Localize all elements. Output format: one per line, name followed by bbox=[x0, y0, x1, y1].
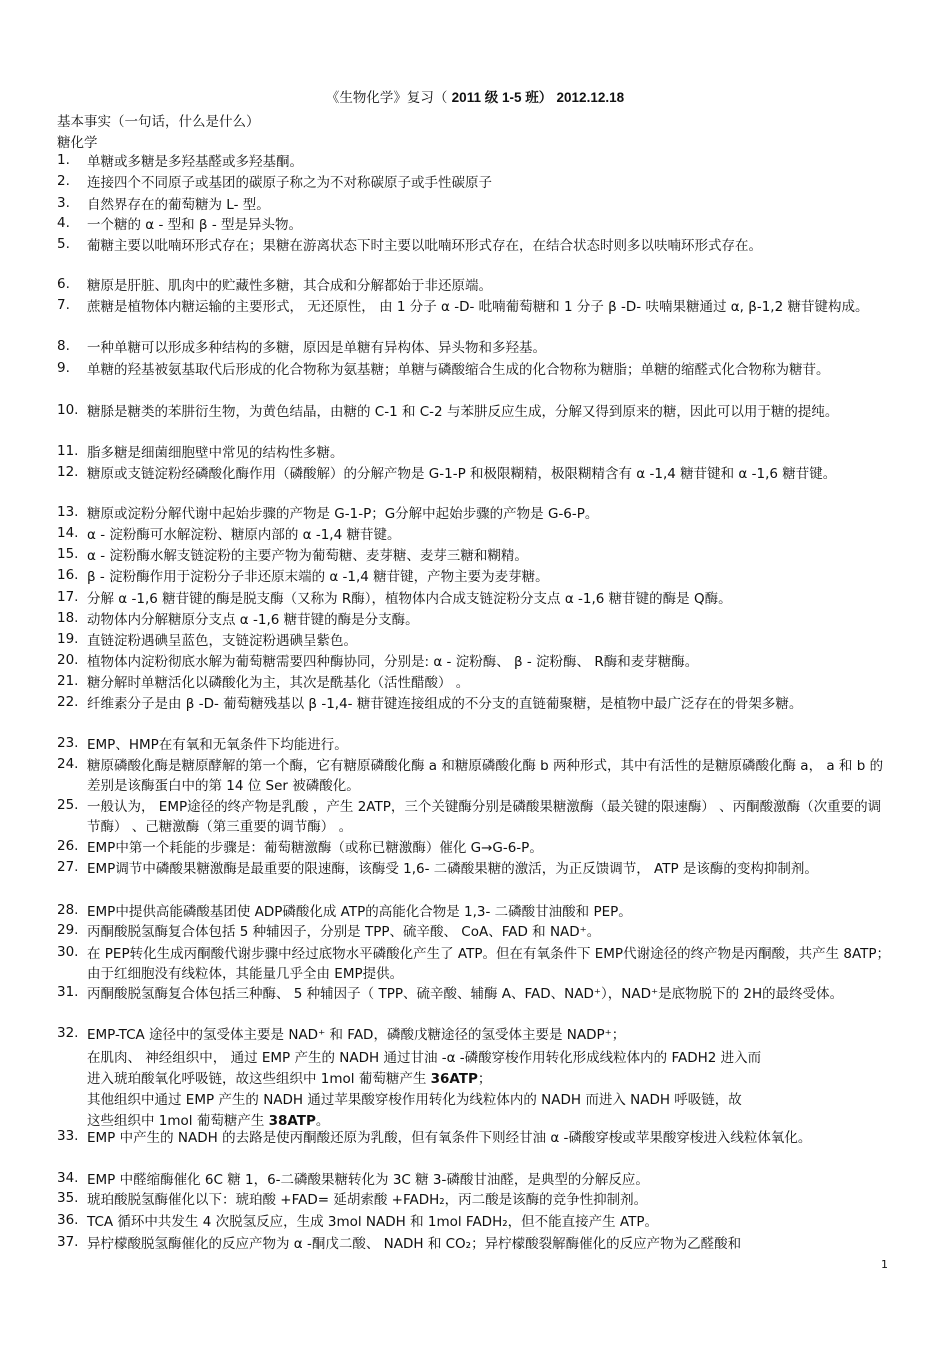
item-text: 植物体内淀粉彻底水解为葡萄糖需要四种酶协同，分别是: α - 淀粉酶、 β - 淀粉酶、 R酶和麦芽糖酶。 bbox=[87, 654, 699, 670]
item-text: 自然界存在的葡萄糖为 L- 型。 bbox=[87, 197, 270, 213]
item-number: 14. bbox=[57, 525, 79, 541]
section-heading: 基本事实（一句话，什么是什么） bbox=[57, 114, 260, 130]
item-text: 纤维素分子是由 β -D- 葡萄糖残基以 β -1,4- 糖苷键连接组成的不分支的直链葡聚糖，是植物中最广泛存在的骨架多糖。 bbox=[87, 696, 803, 712]
item-text: 琥珀酸脱氢酶催化以下：琥珀酸 +FAD= 延胡索酸 +FADH₂，丙二酸是该酶的竞争性抑制剂。 bbox=[87, 1192, 648, 1208]
item-number: 35. bbox=[57, 1190, 79, 1206]
item-text: α - 淀粉酶可水解淀粉、糖原内部的 α -1,4 糖苷键。 bbox=[87, 527, 401, 543]
item-text: EMP中提供高能磷酸基团使 ADP磷酸化成 ATP的高能化合物是 1,3- 二磷酸甘油酸和 PEP。 bbox=[87, 904, 632, 920]
item-number: 2. bbox=[57, 173, 70, 189]
item-text: 丙酮酸脱氢酶复合体包括三种酶、 5 种辅因子（ TPP、硫辛酸、辅酶 A、FAD、NAD⁺），NAD⁺是底物脱下的 2H的最终受体。 bbox=[87, 986, 844, 1002]
title-date: 2012.12.18 bbox=[556, 90, 625, 105]
item-number: 20. bbox=[57, 652, 79, 668]
item-text: 动物体内分解糖原分支点 α -1,6 糖苷键的酶是分支酶。 bbox=[87, 612, 419, 628]
item-text: 蔗糖是植物体内糖运输的主要形式， 无还原性， 由 1 分子 α -D- 吡喃葡萄糖和 1 分子 β -D- 呋喃果糖通过 α, β-1,2 糖苷键构成。 bbox=[87, 299, 869, 315]
item-number: 5. bbox=[57, 236, 70, 252]
item-text: EMP中第一个耗能的步骤是：葡萄糖激酶（或称已糖激酶）催化 G→G-6-P。 bbox=[87, 840, 543, 856]
item-text: 一个糖的 α - 型和 β - 型是异头物。 bbox=[87, 217, 303, 233]
item-32-atp-38: 38ATP bbox=[268, 1113, 316, 1129]
item-number: 30. bbox=[57, 944, 79, 960]
page-title bbox=[0, 86, 950, 106]
item-number: 6. bbox=[57, 276, 70, 292]
item-text: 糖原是肝脏、肌肉中的贮藏性多糖，其合成和分解都始于非还原端。 bbox=[87, 278, 492, 294]
item-text: 糖原磷酸化酶是糖原酵解的第一个酶，它有糖原磷酸化酶 a 和糖原磷酸化酶 b 两种形式，其中有活性的是糖原磷酸化酶 a， a 和 b 的差别是该酶蛋白中的第 14 位 Ser 被磷酸化。 bbox=[87, 758, 884, 794]
item-number: 24. bbox=[57, 756, 79, 772]
item-number: 22. bbox=[57, 694, 79, 710]
item-text: EMP 中醛缩酶催化 6C 糖 1，6-二磷酸果糖转化为 3C 糖 3-磷酸甘油醛，是典型的分解反应。 bbox=[87, 1172, 649, 1188]
item-number: 21. bbox=[57, 673, 79, 689]
item-32-text-b: 这些组织中 1mol 葡萄糖产生 bbox=[87, 1113, 269, 1129]
item-number: 1. bbox=[57, 152, 70, 168]
item-number: 19. bbox=[57, 631, 79, 647]
item-number: 15. bbox=[57, 546, 79, 562]
item-text: EMP-TCA 途径中的氢受体主要是 NAD⁺ 和 FAD，磷酸戊糖途径的氢受体主要是 NADP⁺； bbox=[87, 1027, 626, 1043]
item-number: 3. bbox=[57, 195, 70, 211]
item-number: 13. bbox=[57, 504, 79, 520]
item-number: 28. bbox=[57, 902, 79, 918]
item-text: 在 PEP转化生成丙酮酸代谢步骤中经过底物水平磷酸化产生了 ATP。但在有氧条件下 EMP代谢途径的终产物是丙酮酸，共产生 8ATP；由于红细胞没有线粒体，其能量几乎全由 EMP提供。 bbox=[87, 946, 891, 982]
item-text: 单糖或多糖是多羟基醛或多羟基酮。 bbox=[87, 154, 303, 170]
item-number: 17. bbox=[57, 589, 79, 605]
item-number: 29. bbox=[57, 922, 79, 938]
item-32-punct: ； bbox=[477, 1071, 492, 1087]
item-text: β - 淀粉酶作用于淀粉分子非还原末端的 α -1,4 糖苷键，产物主要为麦芽糖。 bbox=[87, 569, 549, 585]
item-text: 连接四个不同原子或基团的碳原子称之为不对称碳原子或手性碳原子 bbox=[87, 175, 492, 191]
item-number: 26. bbox=[57, 838, 79, 854]
item-number: 32. bbox=[57, 1025, 79, 1041]
item-number: 27. bbox=[57, 859, 79, 875]
item-text: EMP 中产生的 NADH 的去路是使丙酮酸还原为乳酸，但有氧条件下则经甘油 α -磷酸穿梭或苹果酸穿梭进入线粒体氧化。 bbox=[87, 1130, 812, 1146]
item-32-line-4: 其他组织中通过 EMP 产生的 NADH 通过苹果酸穿梭作用转化为线粒体内的 NADH 而进入 NADH 呼吸链，故 bbox=[87, 1092, 742, 1108]
item-number: 10. bbox=[57, 402, 79, 418]
item-32-line-3 bbox=[87, 1067, 491, 1087]
item-text: 分解 α -1,6 糖苷键的酶是脱支酶（又称为 R酶），植物体内合成支链淀粉分支点 α -1,6 糖苷键的酶是 Q酶。 bbox=[87, 591, 732, 607]
item-text: 一种单糖可以形成多种结构的多糖，原因是单糖有异构体、异头物和多羟基。 bbox=[87, 340, 546, 356]
item-number: 25. bbox=[57, 797, 79, 813]
item-text: 脂多糖是细菌细胞壁中常见的结构性多糖。 bbox=[87, 445, 344, 461]
item-text: α - 淀粉酶水解支链淀粉的主要产物为葡萄糖、麦芽糖、麦芽三糖和糊精。 bbox=[87, 548, 528, 564]
item-text: 直链淀粉遇碘呈蓝色，支链淀粉遇碘呈紫色。 bbox=[87, 633, 357, 649]
item-text: 糖原或淀粉分解代谢中起始步骤的产物是 G-1-P；G分解中起始步骤的产物是 G-6-P。 bbox=[87, 506, 599, 522]
item-32-punct-b: 。 bbox=[315, 1113, 330, 1129]
item-number: 23. bbox=[57, 735, 79, 751]
item-number: 34. bbox=[57, 1170, 79, 1186]
item-number: 37. bbox=[57, 1234, 79, 1250]
subsection-heading: 糖化学 bbox=[57, 135, 98, 151]
title-prefix: 《生物化学》复习（ bbox=[325, 90, 448, 106]
item-32-atp-36: 36ATP bbox=[430, 1071, 478, 1087]
item-text: 葡糖主要以吡喃环形式存在；果糖在游离状态下时主要以吡喃环形式存在，在结合状态时则多以呋喃环形式存在。 bbox=[87, 238, 762, 254]
item-number: 16. bbox=[57, 567, 79, 583]
item-text: 异柠檬酸脱氢酶催化的反应产物为 α -酮戊二酸、 NADH 和 CO₂；异柠檬酸裂解酶催化的反应产物为乙醛酸和 bbox=[87, 1236, 742, 1252]
item-text: 糖原或支链淀粉经磷酸化酶作用（磷酸解）的分解产物是 G-1-P 和极限糊精，极限糊精含有 α -1,4 糖苷键和 α -1,6 糖苷键。 bbox=[87, 466, 837, 482]
item-number: 11. bbox=[57, 443, 79, 459]
item-text: 丙酮酸脱氢酶复合体包括 5 种辅因子，分别是 TPP、硫辛酸、 CoA、FAD 和 NAD⁺。 bbox=[87, 924, 601, 940]
item-text: 单糖的羟基被氨基取代后形成的化合物称为氨基糖；单糖与磷酸缩合生成的化合物称为糖脂；单糖的缩醛式化合物称为糖苷。 bbox=[87, 362, 830, 378]
item-number: 8. bbox=[57, 338, 70, 354]
item-number: 18. bbox=[57, 610, 79, 626]
item-32-text: 进入琥珀酸氧化呼吸链，故这些组织中 1mol 葡萄糖产生 bbox=[87, 1071, 431, 1087]
item-text: EMP调节中磷酸果糖激酶是最重要的限速酶，该酶受 1,6- 二磷酸果糖的激活，为正反馈调节， ATP 是该酶的变构抑制剂。 bbox=[87, 861, 818, 877]
item-text: 糖分解时单糖活化以磷酸化为主，其次是酰基化（活性醋酸） 。 bbox=[87, 675, 470, 691]
item-number: 36. bbox=[57, 1212, 79, 1228]
item-number: 33. bbox=[57, 1128, 79, 1144]
item-text: 一般认为， EMP途径的终产物是乳酸 ，产生 2ATP，三个关键酶分别是磷酸果糖激酶（最关键的限速酶） 、丙酮酸激酶（次重要的调节酶） 、己糖激酶（第三重要的调节酶） 。 bbox=[87, 799, 882, 835]
item-number: 9. bbox=[57, 360, 70, 376]
item-number: 7. bbox=[57, 297, 70, 313]
item-32-line-5 bbox=[87, 1109, 329, 1129]
item-32-line-2: 在肌肉、 神经组织中， 通过 EMP 产生的 NADH 通过甘油 -α -磷酸穿梭作用转化形成线粒体内的 FADH2 进入而 bbox=[87, 1050, 762, 1066]
item-number: 12. bbox=[57, 464, 79, 480]
item-number: 31. bbox=[57, 984, 79, 1000]
item-text: 糖脎是糖类的苯肼衍生物，为黄色结晶，由糖的 C-1 和 C-2 与苯肼反应生成，分解又得到原来的糖，因此可以用于糖的提纯。 bbox=[87, 404, 839, 420]
item-text: TCA 循环中共发生 4 次脱氢反应，生成 3mol NADH 和 1mol FADH₂，但不能直接产生 ATP。 bbox=[87, 1214, 659, 1230]
page-number: 1 bbox=[881, 1258, 888, 1271]
title-class: 2011 级 1-5 班） bbox=[451, 90, 553, 105]
item-number: 4. bbox=[57, 215, 70, 231]
item-text: EMP、HMP在有氧和无氧条件下均能进行。 bbox=[87, 737, 348, 753]
